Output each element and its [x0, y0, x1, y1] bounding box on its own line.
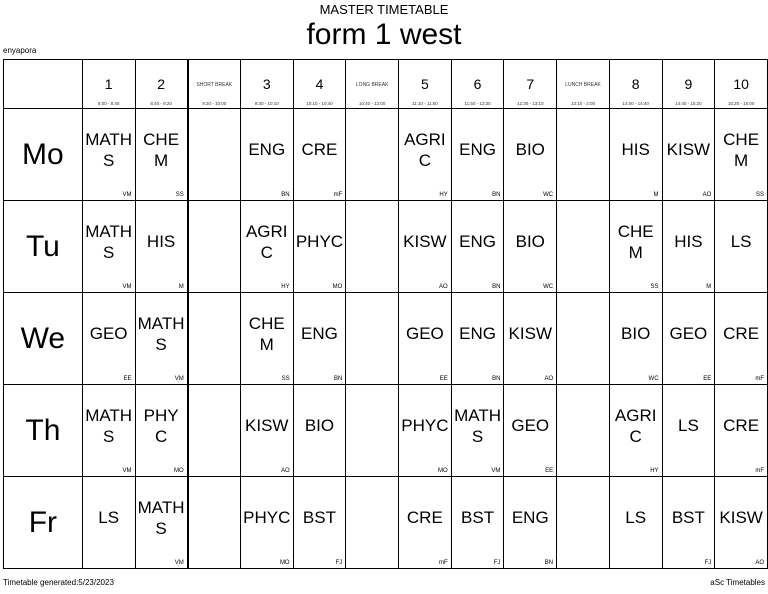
break-label: SHORT BREAK — [196, 82, 233, 88]
teacher-initials: mF — [333, 192, 343, 198]
lesson-cell — [399, 477, 452, 569]
teacher-initials: HY — [650, 468, 659, 474]
period-header — [399, 60, 452, 109]
subject-code: GEO — [405, 324, 444, 343]
lesson-cell — [609, 477, 662, 569]
break-cell — [346, 201, 399, 293]
teacher-initials: EE — [439, 376, 448, 382]
subject-code: AGRIC — [614, 405, 657, 446]
break-cell — [188, 201, 241, 293]
teacher-initials: mF — [439, 560, 448, 566]
lesson-cell — [451, 385, 504, 477]
lesson-cell — [240, 293, 293, 385]
period-number: 5 — [420, 76, 429, 92]
period-time: 10:10 - 10:40 — [306, 101, 333, 106]
break-cell — [188, 109, 241, 201]
teacher-initials: EE — [703, 376, 712, 382]
day-name: Tu — [25, 229, 60, 263]
period-number: 9 — [684, 76, 693, 92]
day-row — [4, 293, 768, 385]
lesson-cell — [240, 477, 293, 569]
subject-code: ENG — [459, 324, 496, 343]
teacher-initials: VM — [491, 468, 501, 474]
break-cell — [346, 109, 399, 201]
lesson-cell — [662, 293, 715, 385]
teacher-initials: BN — [544, 560, 554, 566]
lesson-cell — [609, 109, 662, 201]
teacher-initials: EE — [545, 468, 554, 474]
subject-code: PHYC — [143, 405, 179, 446]
subject-code: CRE — [301, 140, 338, 159]
teacher-initials: BN — [492, 284, 501, 290]
subject-code: ENG — [511, 508, 549, 527]
period-header — [609, 60, 662, 109]
teacher-initials: WC — [543, 284, 554, 290]
teacher-initials: AO — [439, 284, 448, 290]
period-number: 1 — [104, 76, 113, 92]
day-cell — [4, 477, 83, 569]
subject-code: KISW — [403, 232, 447, 251]
teacher-initials: BN — [281, 192, 290, 198]
teacher-initials: VM — [122, 284, 132, 290]
lesson-cell — [451, 109, 504, 201]
teacher-initials: BN — [492, 376, 501, 382]
lesson-cell — [399, 201, 452, 293]
lesson-cell — [715, 201, 768, 293]
teacher-initials: VM — [174, 376, 184, 382]
lesson-cell — [82, 477, 135, 569]
subject-code: HIS — [674, 232, 703, 251]
break-cell — [188, 477, 241, 569]
document-supertitle: MASTER TIMETABLE — [319, 2, 449, 17]
subject-code: CRE — [723, 324, 760, 343]
period-time: 8:00 - 8:40 — [97, 101, 120, 106]
period-number: 4 — [315, 76, 324, 92]
break-cell — [346, 293, 399, 385]
break-cell — [557, 477, 610, 569]
lesson-cell — [82, 385, 135, 477]
lesson-cell — [82, 201, 135, 293]
period-number: 3 — [262, 76, 271, 92]
subject-code: MATHS — [454, 405, 502, 446]
lesson-cell — [504, 477, 557, 569]
period-header — [504, 60, 557, 109]
teacher-initials: EE — [123, 376, 132, 382]
day-cell — [4, 385, 83, 477]
teacher-initials: FJ — [704, 560, 712, 566]
break-label: LUNCH BREAK — [565, 82, 601, 88]
lesson-cell — [504, 385, 557, 477]
break-cell — [557, 293, 610, 385]
subject-code: BST — [671, 508, 705, 527]
subject-code: LS — [677, 416, 699, 435]
subject-code: HIS — [621, 140, 650, 159]
lesson-cell — [504, 201, 557, 293]
subject-code: AGRIC — [245, 221, 288, 262]
break-header — [346, 60, 399, 109]
teacher-initials: HY — [281, 284, 290, 290]
break-header — [557, 60, 610, 109]
subject-code: ENG — [459, 232, 496, 251]
period-time: 15:20 - 16:00 — [727, 101, 755, 106]
subject-code: BST — [302, 508, 336, 527]
lesson-cell — [240, 109, 293, 201]
teacher-initials: AO — [702, 192, 712, 198]
teacher-initials: WC — [543, 192, 554, 198]
period-number: 6 — [473, 76, 482, 92]
subject-code: CRE — [406, 508, 443, 527]
subject-code: KISW — [719, 508, 763, 527]
subject-code: BST — [461, 508, 495, 527]
lesson-cell — [715, 385, 768, 477]
period-number: 7 — [526, 76, 535, 92]
period-header — [240, 60, 293, 109]
subject-code: GEO — [511, 416, 550, 435]
school-name: enyapora — [3, 46, 37, 55]
lesson-cell — [135, 201, 188, 293]
teacher-initials: FJ — [335, 560, 343, 566]
period-header — [451, 60, 504, 109]
teacher-initials: VM — [122, 192, 132, 198]
subject-code: KISW — [508, 324, 552, 343]
lesson-cell — [609, 385, 662, 477]
day-name: We — [20, 321, 66, 355]
period-time: 11:50 - 12:30 — [464, 101, 491, 106]
subject-code: GEO — [89, 324, 128, 343]
subject-code: ENG — [459, 140, 496, 159]
subject-code: ENG — [248, 140, 286, 159]
lesson-cell — [399, 293, 452, 385]
subject-code: LS — [98, 508, 120, 527]
subject-code: CHEM — [723, 129, 760, 170]
subject-code: GEO — [669, 324, 708, 343]
page-title: form 1 west — [306, 18, 462, 51]
period-header — [662, 60, 715, 109]
break-cell — [188, 385, 241, 477]
teacher-initials: SS — [755, 192, 764, 198]
day-row — [4, 109, 768, 201]
lesson-cell — [82, 109, 135, 201]
lesson-cell — [135, 109, 188, 201]
lesson-cell — [451, 201, 504, 293]
subject-code: HIS — [146, 232, 176, 251]
teacher-initials: AO — [280, 468, 290, 474]
subject-code: BIO — [515, 140, 545, 159]
subject-code: BIO — [304, 416, 335, 435]
generated-date: Timetable generated:5/23/2023 — [3, 578, 114, 587]
lesson-cell — [293, 109, 346, 201]
lesson-cell — [240, 201, 293, 293]
teacher-initials: SS — [650, 284, 659, 290]
lesson-cell — [135, 477, 188, 569]
period-time: 14:00 - 14:40 — [622, 101, 649, 106]
teacher-initials: MO — [174, 468, 184, 474]
subject-code: MATHS — [85, 129, 133, 170]
subject-code: CHEM — [143, 129, 180, 170]
corner-cell — [4, 60, 83, 109]
break-cell — [557, 201, 610, 293]
day-name: Th — [25, 413, 61, 447]
lesson-cell — [293, 201, 346, 293]
day-row — [4, 201, 768, 293]
lesson-cell — [135, 293, 188, 385]
lesson-cell — [293, 293, 346, 385]
period-time: 10:40 - 12:00 — [358, 101, 386, 106]
subject-code: PHYC — [243, 508, 291, 527]
subject-code: MATHS — [137, 497, 185, 538]
subject-code: PHYC — [295, 232, 344, 251]
teacher-initials: M — [653, 192, 659, 198]
lesson-cell — [399, 109, 452, 201]
teacher-initials: VM — [122, 468, 132, 474]
lesson-cell — [662, 477, 715, 569]
teacher-initials: BN — [492, 192, 501, 198]
subject-code: ENG — [301, 324, 338, 343]
teacher-initials: SS — [175, 192, 184, 198]
teacher-initials: mF — [755, 376, 764, 382]
day-row — [4, 477, 768, 569]
break-cell — [188, 293, 241, 385]
subject-code: BIO — [515, 232, 545, 251]
lesson-cell — [662, 109, 715, 201]
period-number: 10 — [733, 76, 749, 92]
break-cell — [557, 385, 610, 477]
period-header — [82, 60, 135, 109]
day-cell — [4, 293, 83, 385]
brand-label: aSc Timetables — [710, 578, 765, 587]
lesson-cell — [293, 385, 346, 477]
subject-code: PHYC — [401, 416, 449, 435]
period-header — [293, 60, 346, 109]
period-header — [135, 60, 188, 109]
lesson-cell — [609, 201, 662, 293]
lesson-cell — [240, 385, 293, 477]
lesson-cell — [135, 385, 188, 477]
lesson-cell — [504, 109, 557, 201]
teacher-initials: MO — [332, 284, 343, 290]
subject-code: KISW — [245, 416, 289, 435]
period-time: 9:30 - 10:10 — [254, 101, 279, 106]
subject-code: CHEM — [617, 221, 654, 262]
teacher-initials: mF — [755, 468, 764, 474]
teacher-initials: AO — [544, 376, 554, 382]
break-cell — [346, 477, 399, 569]
timetable-grid — [3, 59, 768, 569]
period-time: 8:40 - 9:20 — [150, 101, 172, 106]
lesson-cell — [451, 477, 504, 569]
lesson-cell — [293, 477, 346, 569]
break-cell — [346, 385, 399, 477]
lesson-cell — [451, 293, 504, 385]
break-cell — [557, 109, 610, 201]
teacher-initials: FJ — [493, 560, 501, 566]
teacher-initials: HY — [439, 192, 448, 198]
period-number: 8 — [631, 76, 640, 92]
subject-code: LS — [625, 508, 647, 527]
lesson-cell — [609, 293, 662, 385]
subject-code: MATHS — [85, 221, 133, 262]
day-cell — [4, 201, 83, 293]
teacher-initials: M — [178, 284, 184, 290]
period-time: 12:30 - 13:10 — [517, 101, 544, 106]
lesson-cell — [662, 201, 715, 293]
teacher-initials: SS — [281, 376, 290, 382]
lesson-cell — [82, 293, 135, 385]
subject-code: BIO — [621, 324, 651, 343]
subject-code: MATHS — [85, 405, 133, 446]
teacher-initials: MO — [279, 560, 290, 566]
subject-code: CHEM — [248, 313, 285, 354]
subject-code: MATHS — [137, 313, 185, 354]
period-time: 11:10 - 11:50 — [411, 101, 438, 106]
subject-code: AGRIC — [404, 129, 446, 170]
lesson-cell — [715, 109, 768, 201]
period-time: 13:10 - 2:00 — [570, 101, 595, 106]
subject-code: KISW — [666, 140, 711, 159]
lesson-cell — [399, 385, 452, 477]
day-name: Mo — [22, 137, 64, 171]
period-time: 14:40 - 15:20 — [675, 101, 702, 106]
teacher-initials: AO — [755, 560, 764, 566]
day-cell — [4, 109, 83, 201]
lesson-cell — [504, 293, 557, 385]
break-header — [188, 60, 241, 109]
teacher-initials: VM — [174, 560, 184, 566]
teacher-initials: M — [706, 284, 712, 290]
day-name: Fr — [28, 505, 58, 539]
teacher-initials: BN — [333, 376, 343, 382]
teacher-initials: MO — [438, 468, 448, 474]
day-row — [4, 385, 768, 477]
period-time: 9:20 - 10:00 — [202, 101, 227, 106]
lesson-cell — [662, 385, 715, 477]
lesson-cell — [715, 293, 768, 385]
subject-code: CRE — [723, 416, 760, 435]
teacher-initials: WC — [648, 376, 659, 382]
break-label: LONG BREAK — [355, 82, 389, 88]
subject-code: LS — [730, 232, 752, 251]
lesson-cell — [715, 477, 768, 569]
period-number: 2 — [157, 76, 165, 92]
period-header — [715, 60, 768, 109]
